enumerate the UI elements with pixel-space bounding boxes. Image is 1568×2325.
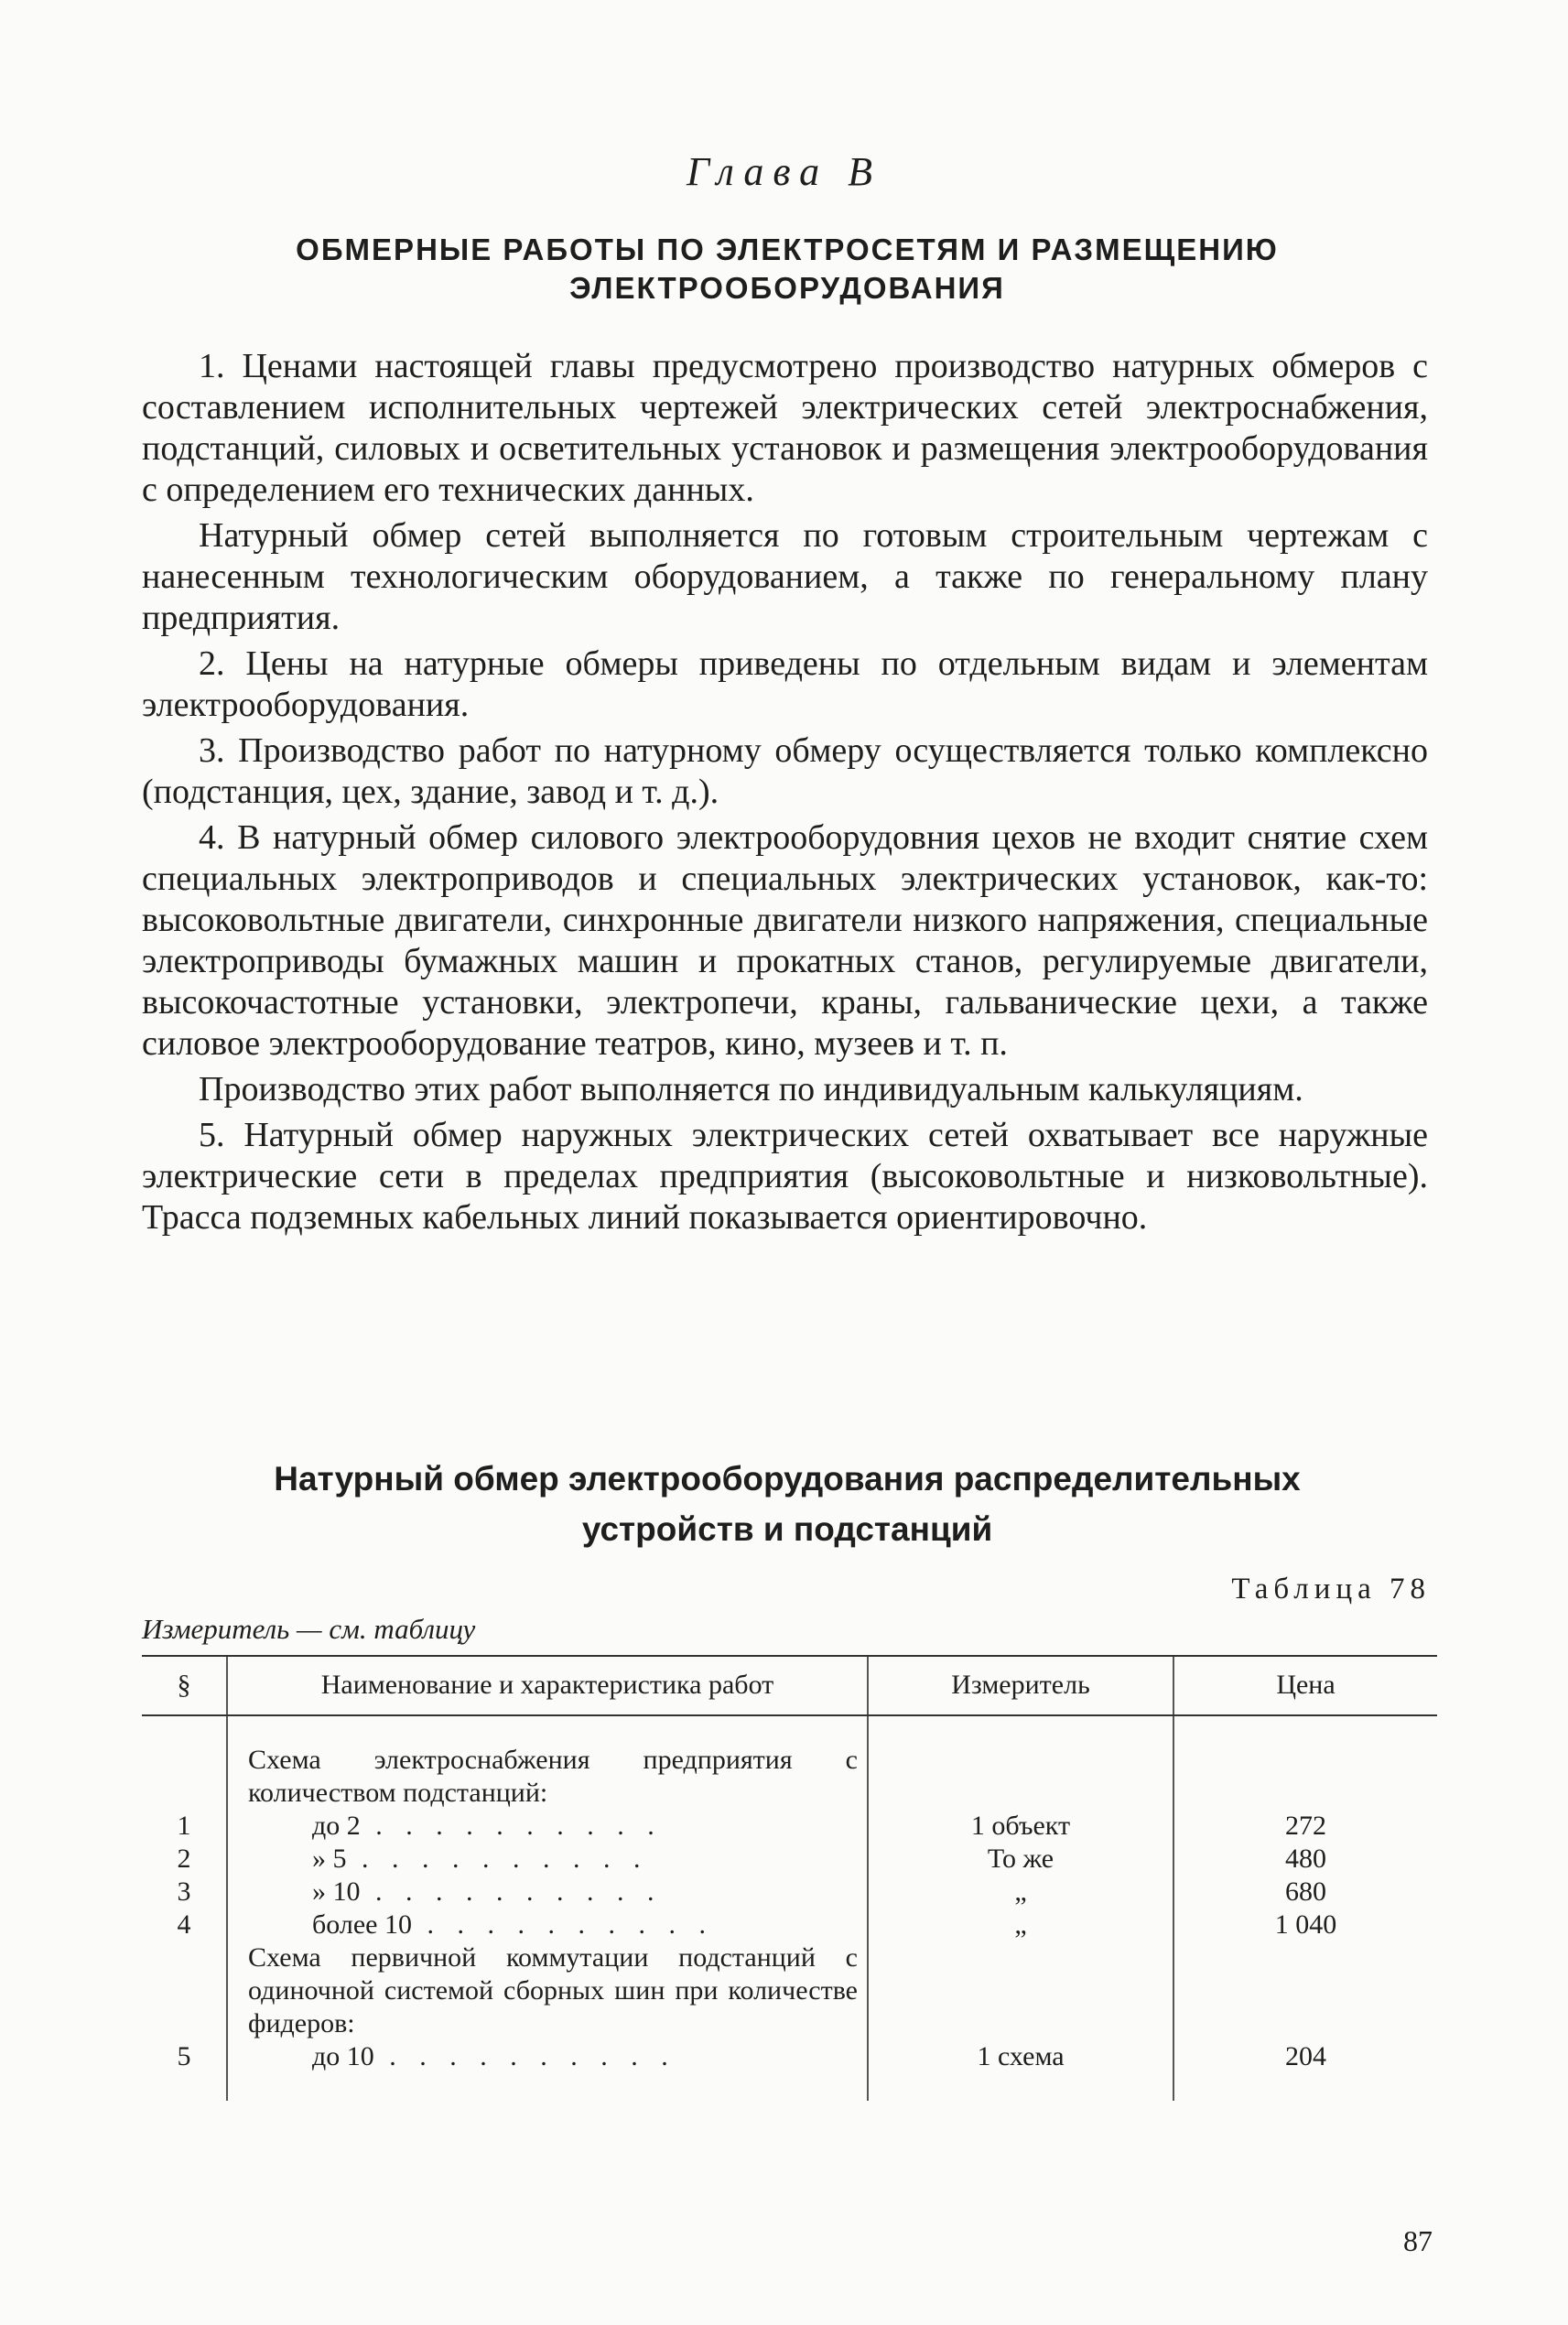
table-row bbox=[142, 1810, 1437, 1843]
chapter-label: Глава В bbox=[686, 149, 882, 194]
chapter-title-line-2: ЭЛЕКТРООБОРУДОВАНИЯ bbox=[569, 271, 1005, 305]
cell-unit bbox=[868, 1715, 1173, 1810]
cell-name: до 10 . . . . . . . . . . bbox=[227, 2040, 868, 2101]
table-row bbox=[142, 1843, 1437, 1876]
header-num: § bbox=[142, 1656, 227, 1715]
paragraph: 5. Натурный обмер наружных электрических сетей охватывает все наружные электрические сети в пределах предприятия (высоковольтные и низковольтные). Трасса подземных кабельных линий показывается ориентировочно. bbox=[142, 1116, 1428, 1237]
section-title bbox=[137, 1454, 1437, 1554]
paragraph: 2. Цены на натурные обмеры приведены по отдельным видам и элементам электрооборудования. bbox=[142, 644, 1428, 724]
cell-price bbox=[1173, 1715, 1437, 1810]
table-row bbox=[142, 1715, 1437, 1810]
measurer-note: Измеритель — см. таблицу bbox=[142, 1613, 476, 1645]
paragraph: 3. Производство работ по натурному обмеру осуществляется только комплексно (подстанция, цех, здание, завод и т. д.). bbox=[142, 731, 1428, 811]
dot-leader: . . . . . . . . . . bbox=[360, 1876, 663, 1907]
cell-price bbox=[1173, 1941, 1437, 2040]
cell-price: 1 040 bbox=[1173, 1909, 1437, 1941]
cell-name: Схема электроснабжения предприятия с количеством подстанций: bbox=[227, 1715, 868, 1810]
cell-price: 480 bbox=[1173, 1843, 1437, 1876]
cell-num bbox=[142, 1941, 227, 2040]
dot-leader: . . . . . . . . . . bbox=[411, 1909, 714, 1940]
cell-price: 680 bbox=[1173, 1876, 1437, 1909]
cell-unit: „ bbox=[868, 1909, 1173, 1941]
cell-num: 1 bbox=[177, 1811, 191, 1841]
cell-num: 5 bbox=[177, 2041, 191, 2071]
table-row bbox=[142, 1909, 1437, 1941]
paragraph: 4. В натурный обмер силового электрооборудовния цехов не входит снятие схем специальных электроприводов и специальных электрических установок, как-то: высоковольтные двигатели, синхронные двигатели низкого напряжения, специальные электроприводы бумажных машин и прокатных станов, регулируемые двигатели, высокочастотные установки, электропечи, краны, гальванические цехи, а также силовое электрооборудование театров, кино, музеев и т. п. bbox=[142, 818, 1428, 1063]
table-row bbox=[142, 1941, 1437, 2040]
header-price: Цена bbox=[1173, 1656, 1437, 1715]
table-header-row bbox=[142, 1656, 1437, 1715]
price-table bbox=[142, 1655, 1437, 2101]
cell-unit: 1 схема bbox=[868, 2040, 1173, 2101]
page-number: 87 bbox=[1403, 2224, 1433, 2257]
table-row bbox=[142, 1876, 1437, 1909]
header-name: Наименование и характеристика работ bbox=[227, 1656, 868, 1715]
cell-num: 4 bbox=[177, 1909, 191, 1940]
section-title-line-2: устройств и подстанций bbox=[581, 1510, 993, 1548]
paragraph: Производство этих работ выполняется по индивидуальным калькуляциям. bbox=[199, 1070, 1303, 1108]
cell-unit: „ bbox=[868, 1876, 1173, 1909]
cell-name: » 5 . . . . . . . . . . bbox=[227, 1843, 868, 1876]
table-row bbox=[142, 2040, 1437, 2101]
table-label: Таблица 78 bbox=[1231, 1573, 1431, 1606]
dot-leader: . . . . . . . . . . bbox=[373, 2041, 676, 2071]
cell-name: » 10 . . . . . . . . . . bbox=[227, 1876, 868, 1909]
table-body bbox=[142, 1715, 1437, 2101]
chapter-title-line-1: ОБМЕРНЫЕ РАБОТЫ ПО ЭЛЕКТРОСЕТЯМ И РАЗМЕЩЕНИЮ bbox=[296, 232, 1279, 266]
body-text bbox=[142, 346, 1428, 1243]
cell-unit: То же bbox=[868, 1843, 1173, 1876]
header-unit: Измеритель bbox=[868, 1656, 1173, 1715]
cell-num: 3 bbox=[177, 1876, 191, 1907]
cell-name: до 2 . . . . . . . . . . bbox=[227, 1810, 868, 1843]
cell-num bbox=[142, 1715, 227, 1810]
dot-leader: . . . . . . . . . . bbox=[346, 1844, 649, 1874]
paragraph: Натурный обмер сетей выполняется по готовым строительным чертежам с нанесенным технологическим оборудованием, а также по генеральному плану предприятия. bbox=[142, 516, 1428, 637]
price-table-wrap bbox=[142, 1655, 1437, 2101]
dot-leader: . . . . . . . . . . bbox=[360, 1811, 663, 1841]
cell-name: более 10 . . . . . . . . . . bbox=[227, 1909, 868, 1941]
paragraph: 1. Ценами настоящей главы предусмотрено производство натурных обмеров с составлением исполнительных чертежей электрических сетей электроснабжения, подстанций, силовых и осветительных установок и размещения электрооборудования с определением его технических данных. bbox=[142, 347, 1428, 509]
cell-price: 272 bbox=[1173, 1810, 1437, 1843]
section-title-line-1: Натурный обмер электрооборудования распределительных bbox=[274, 1460, 1301, 1498]
cell-price: 204 bbox=[1173, 2040, 1437, 2101]
cell-unit: 1 объект bbox=[868, 1810, 1173, 1843]
cell-num: 2 bbox=[177, 1844, 191, 1874]
chapter-title bbox=[137, 231, 1437, 308]
cell-name: Схема первичной коммутации подстанций с одиночной системой сборных шин при количестве фидеров: bbox=[227, 1941, 868, 2040]
cell-unit bbox=[868, 1941, 1173, 2040]
